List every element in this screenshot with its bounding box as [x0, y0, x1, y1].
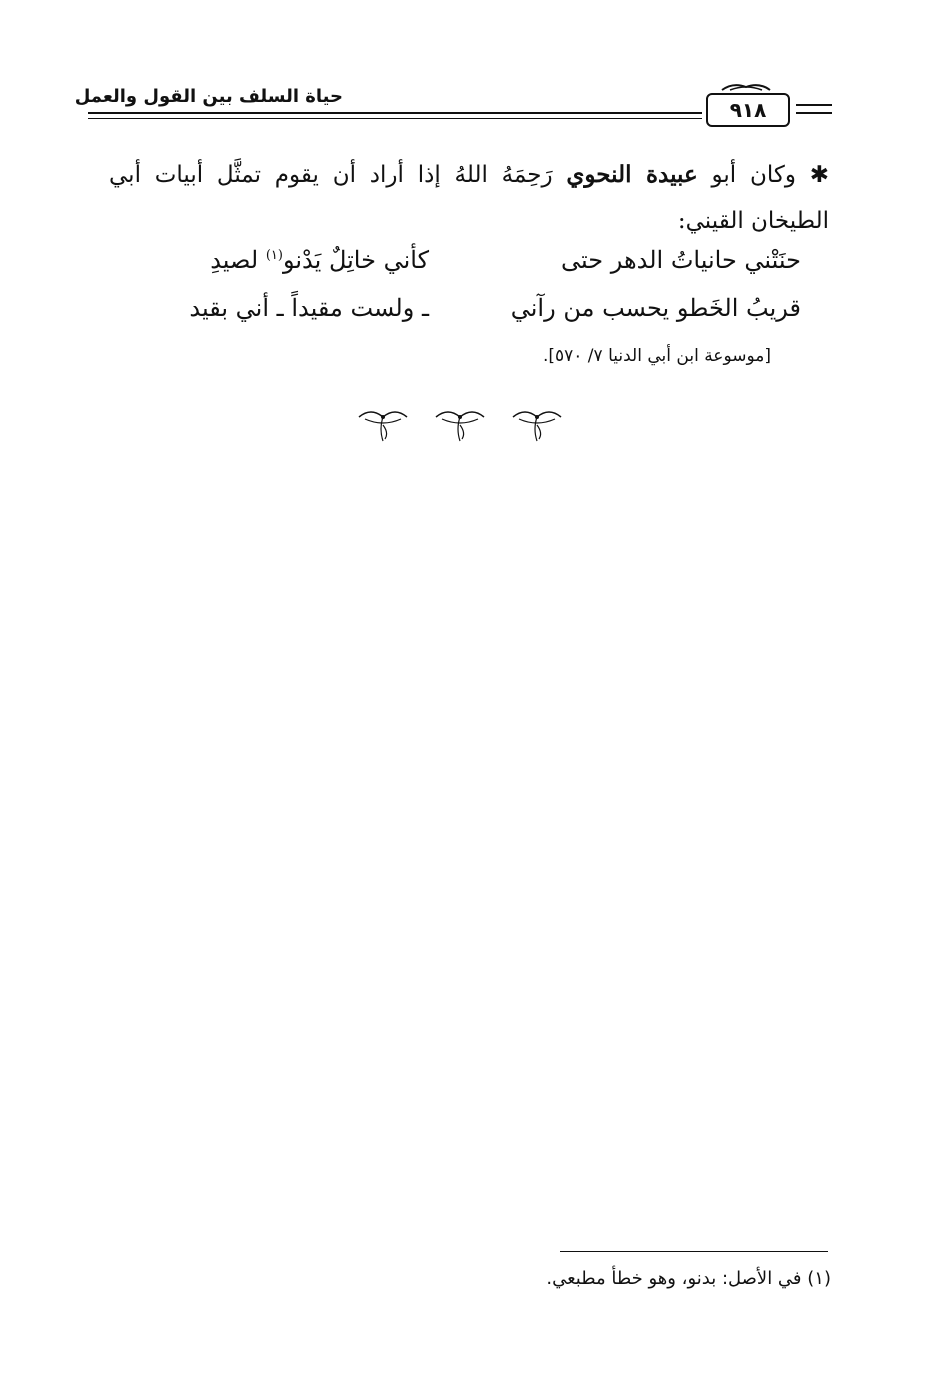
verse-2-first-hemistich: قريبُ الخَطو يحسب من رآني: [510, 294, 801, 322]
running-header-title: حياة السلف بين القول والعمل: [74, 86, 343, 107]
source-citation: [موسوعة ابن أبي الدنيا ٧/ ٥٧٠].: [542, 346, 771, 366]
footnote-number: (١): [807, 1268, 831, 1289]
section-divider: [355, 405, 565, 445]
header-rule-thin: [88, 118, 702, 119]
verse-1-first-hemistich: حنَتْني حانياتُ الدهر حتى: [561, 246, 801, 274]
page-number-ornament-icon: [720, 82, 772, 92]
paragraph-name: عبيدة النحوي: [566, 161, 698, 188]
fleuron-icon: [432, 405, 488, 445]
paragraph-text-2: رَحِمَهُ اللهُ إذا أراد أن يقوم تمثَّل أبيات أبي الطيخان القيني:: [109, 162, 829, 234]
intro-paragraph: [109, 152, 829, 244]
paragraph-text-1: وكان أبو: [711, 162, 796, 188]
header-right-bars: [796, 104, 832, 120]
verse-1-second-end: لصيدِ: [210, 246, 259, 274]
footnote-text: في الأصل: بدنو، وهو خطأ مطبعي.: [546, 1268, 802, 1289]
page-number: ٩١٨: [706, 93, 790, 127]
verse-1-second-hemistich: [210, 246, 429, 274]
footnote: [546, 1268, 831, 1289]
fleuron-icon: [509, 405, 565, 445]
verse-2-second-hemistich: ـ ولست مقيداً ـ أني بقيد: [189, 294, 429, 322]
header-rule: [88, 112, 702, 114]
footnote-reference: (١): [265, 248, 283, 263]
verse-1-second-text: كأني خاتِلٌ يَدْنو: [282, 246, 429, 274]
footnote-separator: [560, 1251, 828, 1252]
paragraph-bullet: ✱: [795, 162, 829, 188]
fleuron-icon: [355, 405, 411, 445]
